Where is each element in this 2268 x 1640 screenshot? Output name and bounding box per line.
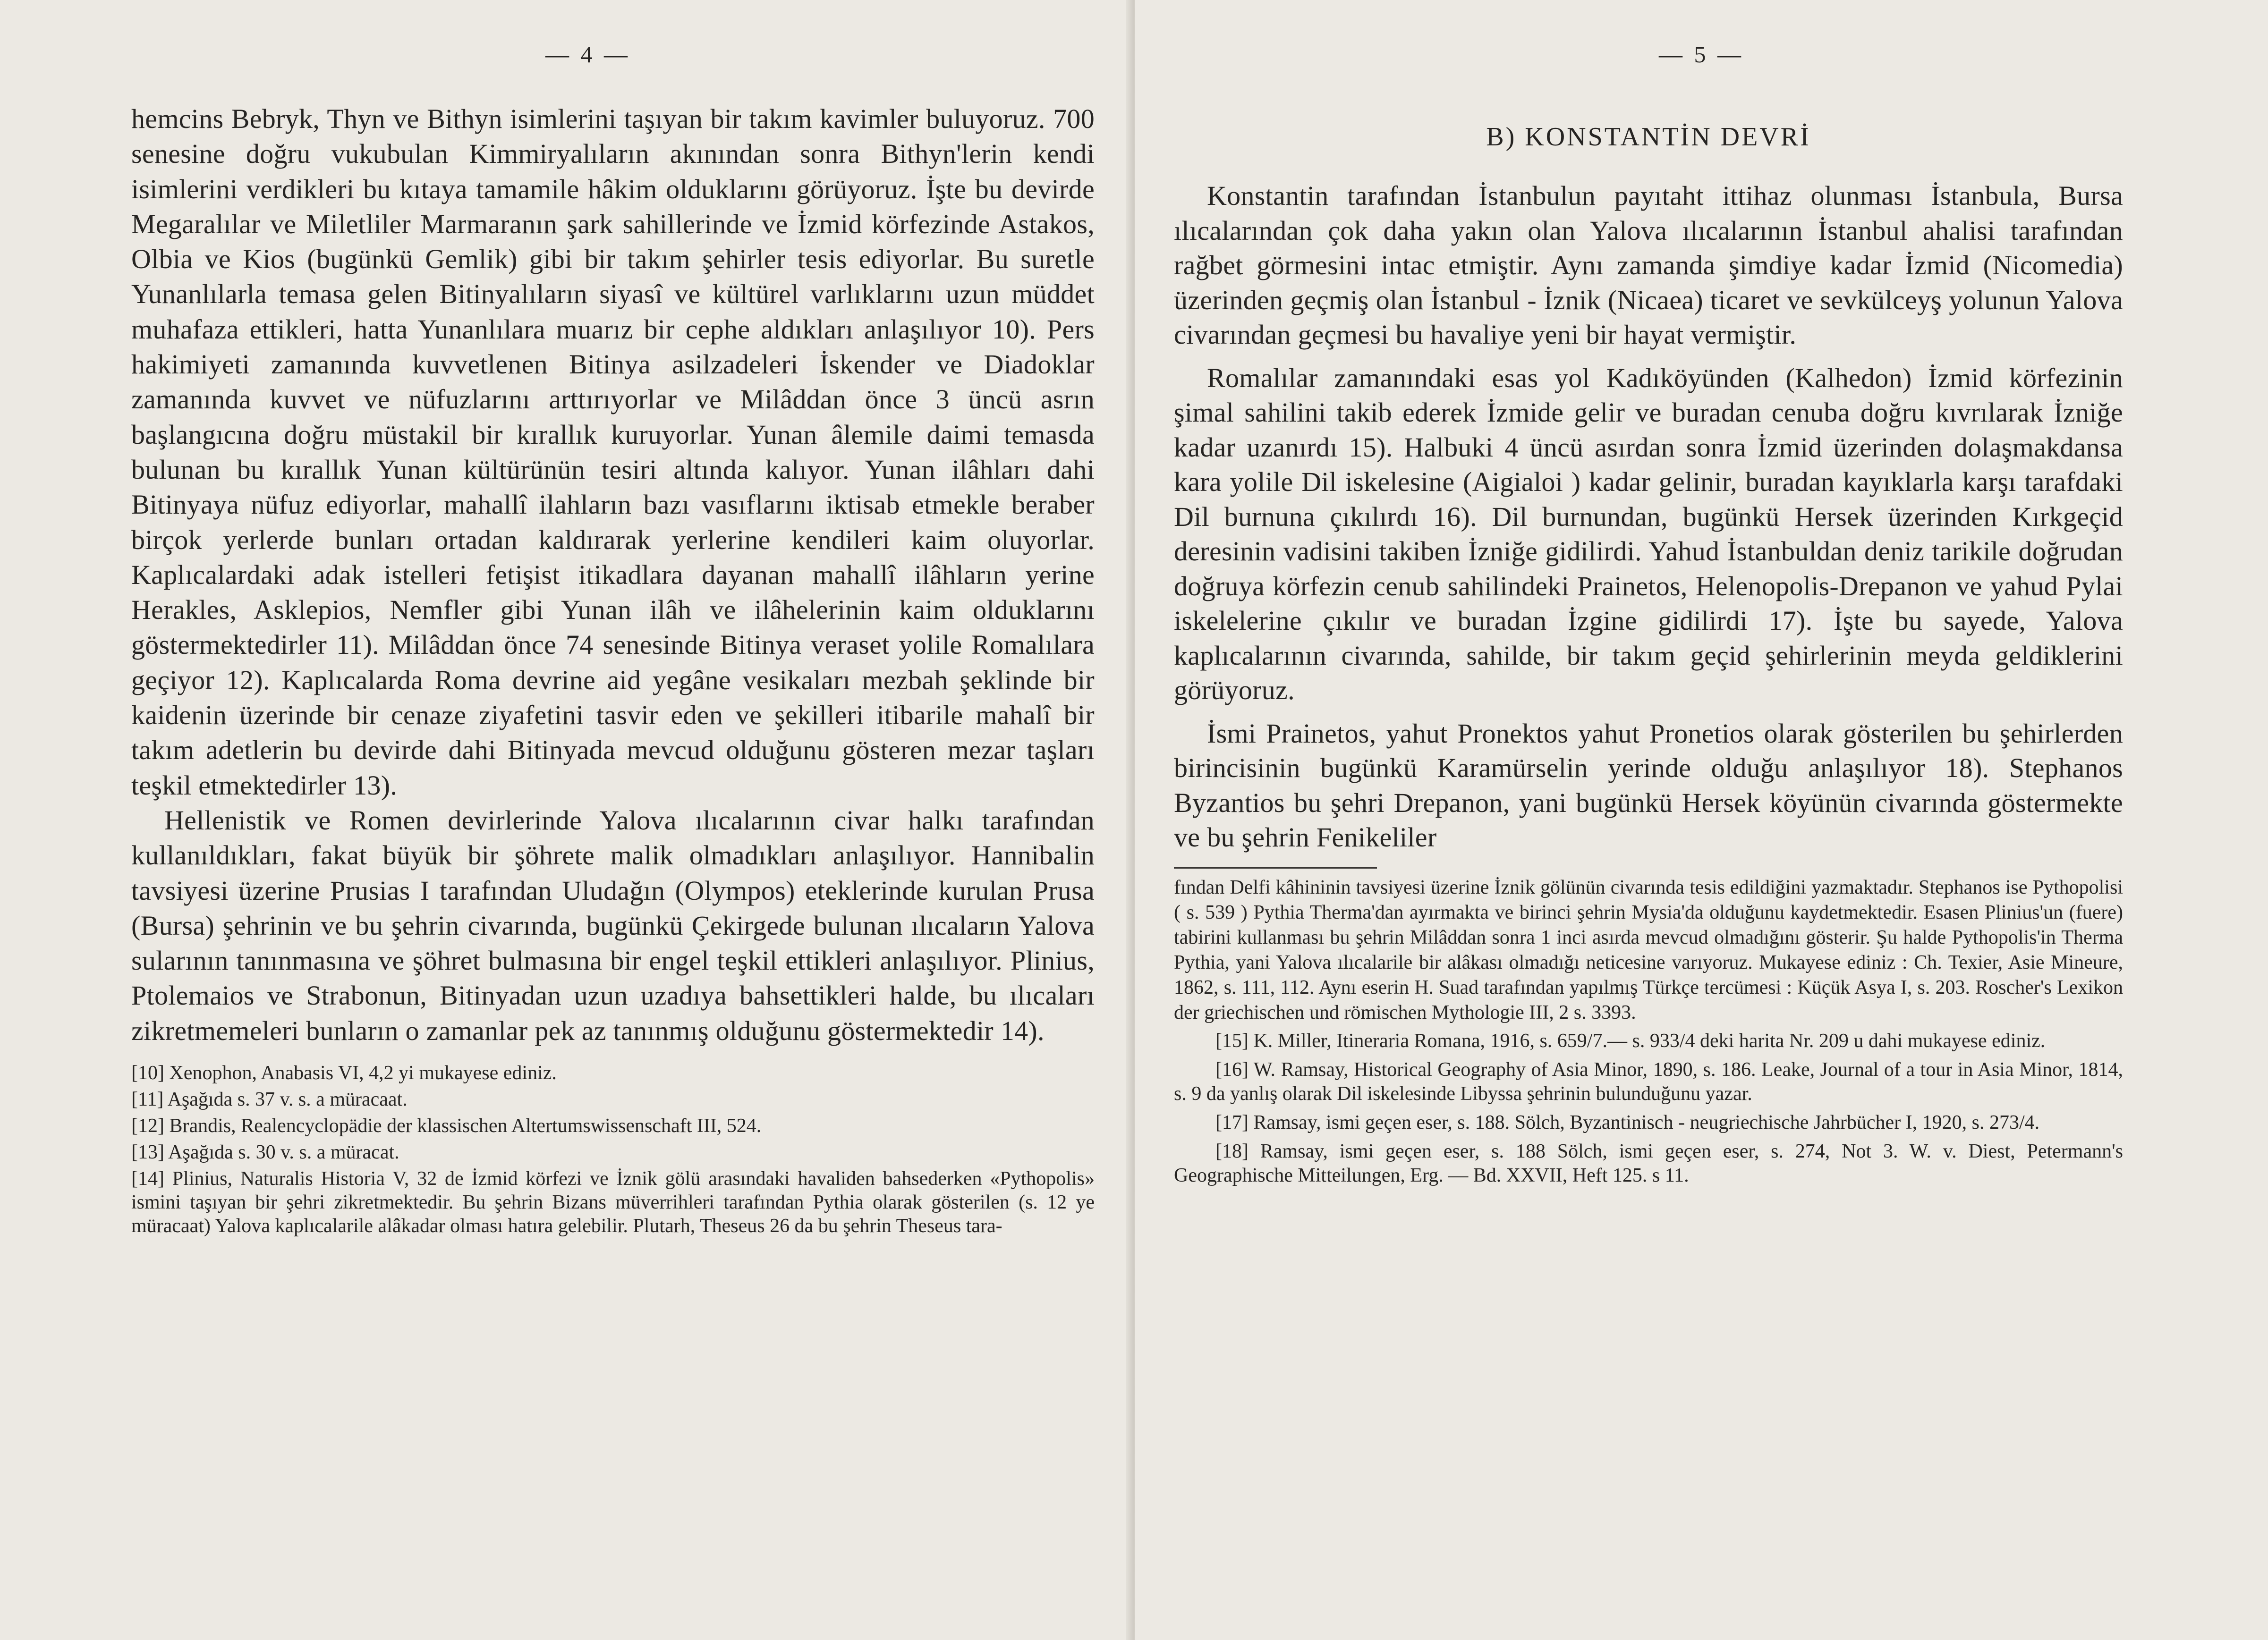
right-page xyxy=(1135,0,2268,1640)
footnote-separator xyxy=(1174,867,1377,869)
footnotes xyxy=(1174,875,2123,1188)
section-heading: B) KONSTANTİN DEVRİ xyxy=(1486,122,1811,152)
body-paragraph: Romalılar zamanındaki esas yol Kadıköyünden (Kalhedon) İzmid körfezinin şimal sahilini takib ederek İzmide gelir ve buradan cenuba doğru kıvrılarak İzniğe kadar uzanırdı 15). Halbuki 4 üncü asırdan sonra İzmid üzerinden dolaşmakdansa kara yolile Dil iskelesine (Aigialoi ) kadar gelinir, buradan kayıklarla karşı tarafdaki Dil burnuna çıkılırdı 16). Dil burnundan, bugünkü Hersek üzerinden Kırkgeçid deresinin vadisini takiben İzniğe gidilirdi. Yahud İstanbuldan deniz tarikile doğrudan doğruya körfezin cenub sahilindeki Prainetos, Helenopolis-Drepanon ve yahud Pylai iskelelerine çıkılır ve buradan İzgine gidilirdi 17). İşte bu sayede, Yalova kaplıcalarının civarında, sahilde, bir takım geçid şehirlerinin meyda geldiklerini görüyoruz. xyxy=(1174,362,2123,705)
footnote: [11] Aşağıda s. 37 v. s. a müracaat. xyxy=(131,1089,408,1111)
footnote: [15] K. Miller, Itineraria Romana, 1916, s. 659/7.— s. 933/4 deki harita Nr. 209 u dahi mukayese ediniz. xyxy=(1215,1030,2046,1052)
footnote: [10] Xenophon, Anabasis VI, 4,2 yi mukayese ediniz. xyxy=(131,1062,557,1084)
left-page xyxy=(0,0,1133,1640)
body-paragraph: Konstantin tarafından İstanbulun payıtaht ittihaz olunması İstanbula, Bursa ılıcalarından çok daha yakın olan Yalova ılıcalarının İstanbul ahalisi tarafından rağbet görmesini intac etmiştir. Aynı zamanda şimdiye kadar İzmid (Nicomedia) üzerinden geçmiş olan İstanbul - İznik (Nicaea) ticaret ve sevkülceyş yolunun Yalova civarından geçmesi bu havaliye yeni bir hayat vermiştir. xyxy=(1174,180,2123,350)
footnote: [18] Ramsay, ismi geçen eser, s. 188 Sölch, ismi geçen eser, s. 274, Not 3. W. v. Diest, Petermann's Geographische Mitteilungen, Erg. — Bd. XXVII, Heft 125. s 11. xyxy=(1174,1140,2123,1186)
page-number: — 5 — xyxy=(1659,41,1744,68)
footnote: [16] W. Ramsay, Historical Geography of Asia Minor, 1890, s. 186. Leake, Journal of a tour in Asia Minor, 1814, s. 9 da yanlış olarak Dil iskelesinde Libyssa şehrinin bulunduğunu yazar. xyxy=(1174,1058,2123,1105)
footnotes xyxy=(131,1061,1095,1238)
footnote-continuation: fından Delfi kâhininin tavsiyesi üzerine İznik gölünün civarında tesis edildiğini yazmaktadır. Stephanos ise Pythopolisi ( s. 539 ) Pythia Therma'dan ayırmakta ve birinci şehrin Mysia'da olduğunu kaydetmektedir. Esasen Plinius'un (fuere) tabirini kullanması bu şehrin Milâddan sonra 1 inci asırda mevcud olmadığını gösterir. Şu halde Pythopolis'in Therma Pythia, yani Yalova ılıcalarile bir alâkası olmadığı neticesine varıyoruz. Mukayese ediniz : Ch. Texier, Asie Mineure, 1862, s. 111, 112. Aynı eserin H. Suad tarafından yapılmış Türkçe tercümesi : Küçük Asya I, s. 203. Roscher's Lexikon der griechischen und römischen Mythologie III, 2 s. 3393. xyxy=(1174,876,2123,1023)
body-paragraph: Hellenistik ve Romen devirlerinde Yalova ılıcalarının civar halkı tarafından kullanıldıkları, fakat büyük bir şöhrete malik olmadıkları anlaşılıyor. Hannibalin tavsiyesi üzerine Prusias I tarafından Uludağın (Olympos) eteklerinde kurulan Prusa (Bursa) şehrinin ve bu şehrin civarında, bugünkü Çekirgede bulunan ılıcaların Yalova sularının tanınmasına ve şöhret bulmasına bir engel teşkil ettikleri anlaşılıyor. Plinius, Ptolemaios ve Strabonun, Bitinyadan uzun uzadıya bahsettikleri halde, bu ılıcaları zikretmemeleri bunların o zamanlar pek az tanınmış olduğunu göstermektedir 14). xyxy=(131,804,1095,1046)
footnote: [12] Brandis, Realencyclopädie der klassischen Altertumswissenschaft III, 524. xyxy=(131,1115,762,1137)
body-paragraph: İsmi Prainetos, yahut Pronektos yahut Pronetios olarak gösterilen bu şehirlerden birincisinin bugünkü Karamürselin yerinde olduğu anlaşılıyor 18). Stephanos Byzantios bu şehri Drepanon, yani bugünkü Hersek köyünün civarında göstermekte ve bu şehrin Fenikeliler xyxy=(1174,718,2123,853)
page-number: — 4 — xyxy=(545,41,630,68)
body-paragraph: hemcins Bebryk, Thyn ve Bithyn isimlerini taşıyan bir takım kavimler buluyoruz. 700 senesine doğru vukubulan Kimmiryalıların akınından sonra Bithyn'lerin kendi isimlerini verdikleri bu kıtaya tamamile hâkim olduklarını görüyoruz. İşte bu devirde Megaralılar ve Miletliler Marmaranın şark sahillerinde ve İzmid körfezinde Astakos, Olbia ve Kios (bugünkü Gemlik) gibi bir takım şehirler tesis ediyorlar. Bu suretle Yunanlılarla temasa gelen Bitinyalıların siyasî ve kültürel varlıklarını uzun müddet muhafaza ettikleri, hatta Yunanlılara muarız bir cephe aldıkları anlaşılıyor 10). Pers hakimiyeti zamanında kuvvetlenen Bitinya asilzadeleri İskender ve Diadoklar zamanında kuvvet ve nüfuzlarını arttırıyorlar ve Milâddan önce 3 üncü asrın başlangıcına doğru müstakil bir kırallık kuruyorlar. Yunan âlemile daimi temasda bulunan bu kırallık Yunan kültürünün tesiri altında kalıyor. Yunan ilâhları dahi Bitinyaya nüfuz ediyorlar, mahallî ilahların bazı vasıflarını iktisab etmekle beraber birçok yerlerde bunları ortadan kaldırarak yerlerine kendileri kaim oluyorlar. Kaplıcalardaki adak istelleri fetişist itikadlara dayanan mahallî ilâhların yerine Herakles, Asklepios, Nemfler gibi Yunan ilâh ve ilâhelerinin kaim olduklarını göstermektedirler 11). Milâddan önce 74 senesinde Bitinya veraset yolile Romalılara geçiyor 12). Kaplıcalarda Roma devrine aid yegâne vesikaları mezbah şeklinde bir kaidenin üzerinde bir cenaze ziyafetini tasvir eden ve şekilleri itibarile mahalî bir takım adetlerin bu devirde dahi Bitinyada mevcud olduğunu gösteren mezar taşları teşkil etmektedirler 13). xyxy=(131,103,1095,801)
footnote: [13] Aşağıda s. 30 v. s. a müracat. xyxy=(131,1141,399,1164)
left-text-block xyxy=(131,101,1095,1241)
footnote-separator xyxy=(131,1055,334,1057)
footnote: [17] Ramsay, ismi geçen eser, s. 188. Sölch, Byzantinisch - neugriechische Jahrbücher I, 1920, s. 273/4. xyxy=(1215,1111,2040,1133)
footnote: [14] Plinius, Naturalis Historia V, 32 de İzmid körfezi ve İznik gölü arasındaki havaliden bahsederken «Pythopolis» ismini taşıyan bir şehri zikretmektedir. Bu şehrin Bizans müverrihleri tarafından Pythia olarak gösterilen (s. 12 ye müracaat) Yalova kaplıcalarile alâkadar olması hatıra gelebilir. Plutarh, Theseus 26 da bu şehrin Theseus tara- xyxy=(131,1168,1095,1237)
right-text-block xyxy=(1174,109,2123,1192)
